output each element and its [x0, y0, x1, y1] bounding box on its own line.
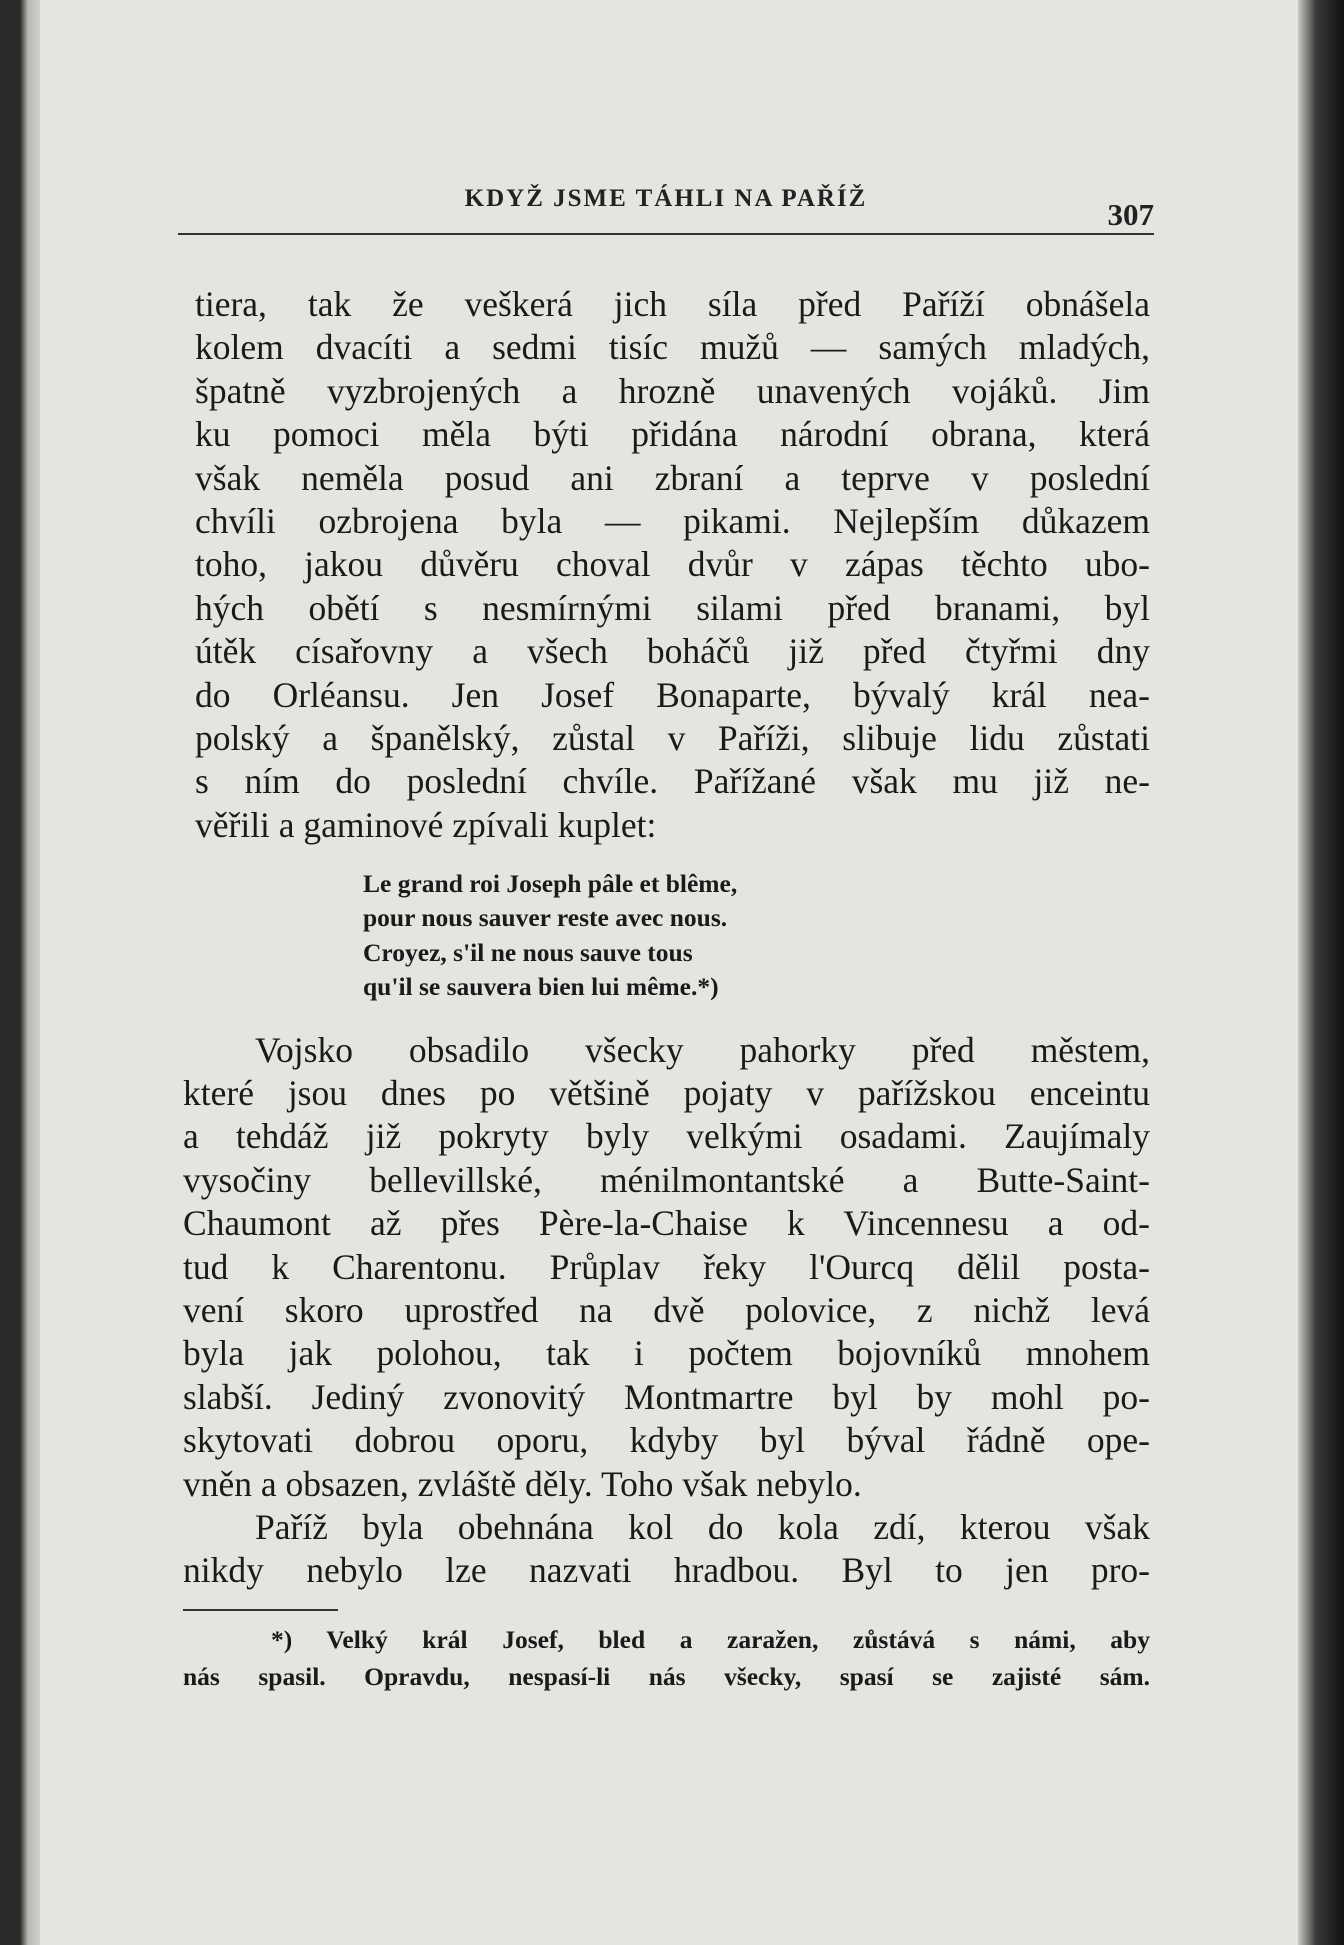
text-line: vysočiny bellevillské, ménilmontantské a Butte-Saint-: [183, 1159, 1150, 1200]
running-head: KDYŽ JSME TÁHLI NA PAŘÍŽ: [464, 185, 868, 212]
footnote-line: nás spasil. Opravdu, nespasí-li nás všecky, spasí se zajisté sám.: [183, 1661, 1150, 1691]
paragraph-3: [183, 1506, 1150, 1593]
text-line: tiera, tak že veškerá jich síla před Paříží obnášela: [195, 284, 1150, 324]
text-line: s ním do poslední chvíle. Pařížané však mu již ne-: [195, 761, 1150, 802]
text-line: do Orléansu. Jen Josef Bonaparte, bývalý král nea-: [195, 674, 1150, 715]
text-line: hých obětí s nesmírnými silami před branami, byl: [195, 587, 1150, 628]
text-line: a tehdáž již pokryty byly velkými osadami. Zaujímaly: [183, 1116, 1150, 1157]
paragraph-1: [195, 283, 1150, 847]
text-line: Chaumont až přes Père-la-Chaise k Vincennesu a od-: [183, 1203, 1150, 1244]
scan-left-edge: [0, 0, 40, 1945]
text-line: Vojsko obsadilo všecky pahorky před městem,: [255, 1029, 1150, 1070]
text-line: které jsou dnes po většině pojaty v pařížskou enceintu: [183, 1073, 1150, 1114]
text-line: ku pomoci měla býti přidána národní obrana, která: [195, 414, 1150, 455]
text-line: slabší. Jediný zvonovitý Montmartre byl by mohl po-: [183, 1376, 1150, 1417]
book-page: [40, 0, 1298, 1945]
text-line: skytovati dobrou oporu, kdyby byl býval řádně ope-: [183, 1420, 1150, 1461]
text-line: byla jak polohou, tak i počtem bojovníků mnohem: [183, 1333, 1150, 1374]
text-line: kolem dvacíti a sedmi tisíc mužů — samých mladých,: [195, 327, 1150, 368]
page-number: 307: [1107, 197, 1154, 232]
footnote-line: *) Velký král Josef, bled a zaražen, zůstává s námi, aby: [271, 1624, 1150, 1654]
footnote: [183, 1621, 1150, 1695]
verse-line: Croyez, s'il ne nous sauve tous: [363, 937, 693, 967]
header-rule: [178, 233, 1154, 235]
text-line: však neměla posud ani zbraní a teprve v poslední: [195, 457, 1150, 498]
footnote-rule: [183, 1609, 338, 1611]
paragraph-2: [183, 1029, 1150, 1506]
text-line: Paříž byla obehnána kol do kola zdí, kterou však: [255, 1506, 1150, 1547]
text-line: polský a španělský, zůstal v Paříži, slibuje lidu zůstati: [195, 717, 1150, 758]
text-line: nikdy nebylo lze nazvati hradbou. Byl to jen pro-: [183, 1550, 1150, 1591]
text-line: tud k Charentonu. Průplav řeky l'Ourcq dělil posta-: [183, 1246, 1150, 1287]
text-line: chvíli ozbrojena byla — pikami. Nejlepším důkazem: [195, 500, 1150, 541]
text-line: věřili a gaminové zpívali kuplet:: [195, 804, 657, 845]
text-line: útěk císařovny a všech boháčů již před čtyřmi dny: [195, 631, 1150, 672]
text-line: vněn a obsazen, zvláště děly. Toho však nebylo.: [183, 1463, 862, 1504]
text-line: toho, jakou důvěru choval dvůr v zápas těchto ubo-: [195, 544, 1150, 585]
page-body: [183, 283, 1150, 1695]
verse-line: Le grand roi Joseph pâle et blême,: [363, 869, 738, 899]
page-header: [178, 185, 1154, 235]
verse-line: qu'il se sauvera bien lui même.*): [363, 972, 719, 1002]
scan-right-edge: [1298, 0, 1344, 1945]
text-line: špatně vyzbrojených a hrozně unavených vojáků. Jim: [195, 370, 1150, 411]
verse-quotation: [363, 867, 1150, 1005]
text-line: vení skoro uprostřed na dvě polovice, z nichž levá: [183, 1289, 1150, 1330]
verse-line: pour nous sauver reste avec nous.: [363, 903, 728, 933]
